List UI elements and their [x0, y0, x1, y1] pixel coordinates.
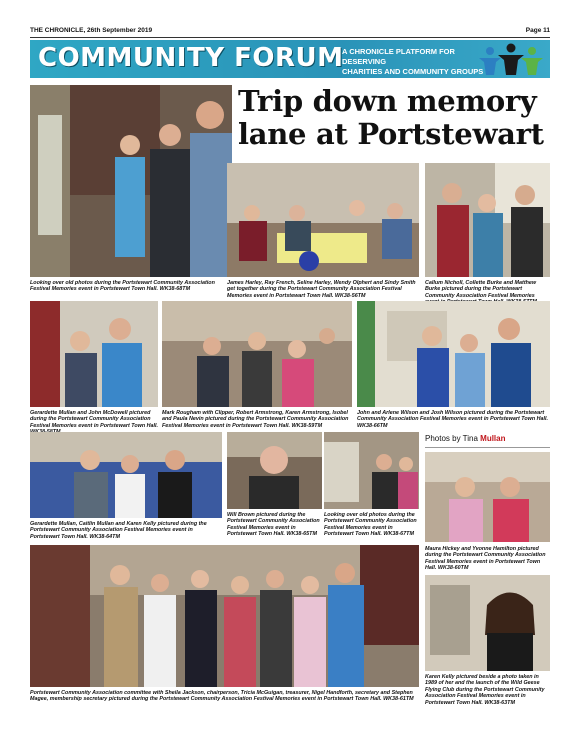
masthead [30, 27, 550, 37]
caption-6: John and Arlene Wilson and Josh Wilson pictured during the Portstewart Community Association Festival Memories event in Portstewart Town Hall. WK38-66TM [357, 410, 549, 429]
banner-tagline [342, 47, 492, 77]
photo-nicholl-burke [425, 163, 550, 277]
caption-12: Karen Kelly pictured beside a photo taken in 1989 of her and the launch of the Wild Geese Flying Club during the Portstewart Community Association Festival Memories event in Portstewart Town Hall. WK38-63TM [425, 674, 545, 706]
banner-title: COMMUNITY FORUM [38, 43, 344, 73]
photo-credit [425, 434, 550, 446]
caption-2: James Harley, Ray French, Seline Harley, Wendy Olphert and Sindy Smith get together during the Portstewart Community Association Festival Memories event in Portstewart Town Hall. WK38-56TM [227, 280, 416, 299]
headline-line-2: lane at Portstewart [238, 117, 544, 151]
people-group-icon [476, 42, 546, 76]
tagline-line-1: A CHRONICLE PLATFORM FOR DESERVING [342, 47, 455, 66]
photo-harley-french-group [227, 163, 419, 277]
caption-9: Looking over old photos during the Portstewart Community Association Festival Memories event in Portstewart Town Hall. WK38-67TM [324, 512, 417, 538]
caption-5: Mark Rougham with Clipper, Robert Armstrong, Karen Armstrong, Isobel and Paula Nevin pictured during the Portstewart Community Association Festival Memories event in Portstewart Town Hall. WK38-59TM [162, 410, 349, 429]
photo-looking-old-photos-2 [324, 432, 419, 509]
caption-10: Maura Hickey and Yvonne Hamilton pictured during the Portstewart Community Association Festival Memories event in Portstewart Town Hall. WK38-60TM [425, 546, 546, 572]
photo-mullan-mcdowell [30, 301, 158, 407]
photo-looking-old-photos [30, 85, 232, 277]
headline-line-1: Trip down memory [238, 84, 537, 118]
caption-7: Gerardette Mullan, Caitlin Mullan and Karen Kelly pictured during the Portstewart Community Association Festival Memories event in Portstewart Town Hall. WK38-64TM [30, 521, 207, 540]
paper-date: THE CHRONICLE, 26th September 2019 [30, 27, 153, 34]
photo-will-brown [227, 432, 322, 509]
headline [238, 85, 548, 151]
page-number: Page 11 [525, 27, 550, 34]
photo-mullan-kelly [30, 432, 222, 518]
photo-rougham-armstrong-nevin [162, 301, 352, 407]
community-forum-banner [30, 40, 550, 78]
photo-hickey-hamilton [425, 452, 550, 542]
credit-rule [425, 447, 550, 448]
masthead-rule [30, 37, 550, 38]
credit-prefix: Photos by Tina [425, 434, 478, 443]
credit-name: Mullan [480, 434, 506, 443]
photo-karen-kelly [425, 575, 550, 671]
caption-1: Looking over old photos during the Portstewart Community Association Festival Memories event in Portstewart Town Hall. WK38-68TM [30, 280, 215, 293]
caption-4: Gerardette Mullan and John McDowell pictured during the Portstewart Community Association Festival Memories event in Portstewart Town Hall. [30, 410, 159, 429]
photo-committee [30, 545, 419, 687]
caption-11: Portstewart Community Association committee with Sheila Jackson, chairperson, Tricia McGuigan, treasurer, Nigel Handforth, secretary and Stephen Magee, membership secretary pictured during the Portstewart Community Association Festival Memories event in Portstewart Town Hall. WK38-61TM [30, 690, 414, 703]
tagline-line-2: CHARITIES AND COMMUNITY GROUPS [342, 67, 484, 76]
caption-3: Callum Nicholl, Collette Burke and Matthew Burke pictured during the Portstewart Community Association Festival Memories [425, 280, 537, 299]
photo-wilson-family [357, 301, 550, 407]
caption-8: Will Brown pictured during the Portstewart Community Association Festival Memories event in Portstewart Town Hall. WK38-65TM [227, 512, 320, 538]
